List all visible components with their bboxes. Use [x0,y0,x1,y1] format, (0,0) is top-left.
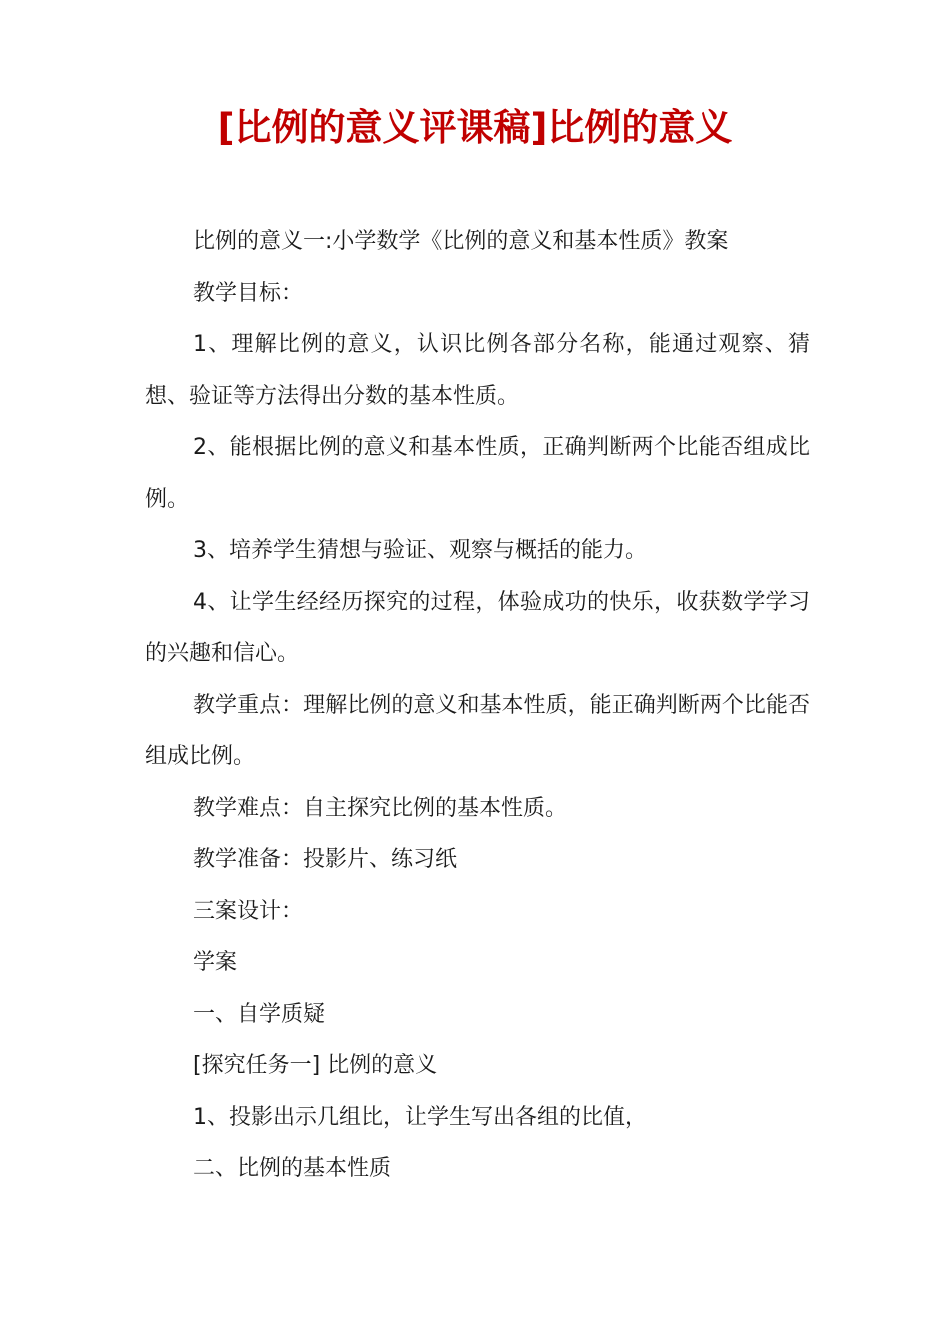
paragraph-task-1-step-1: 1、投影出示几组比，让学生写出各组的比值， [193,1104,647,1130]
paragraph-objective-2: 2、能根据比例的意义和基本性质，正确判断两个比能否组成比例。 [145,435,810,512]
paragraph-objective-3: 3、培养学生猜想与验证、观察与概括的能力。 [193,538,647,563]
paragraph-design-heading: 三案设计： [193,898,304,924]
document-body [145,216,810,1195]
paragraph-study-plan: 学案 [193,950,238,975]
paragraph-intro: 比例的意义一:小学数学《比例的意义和基本性质》教案 [193,229,729,254]
paragraph-task-1: [探究任务一] 比例的意义 [193,1053,438,1078]
paragraph-objective-1: 1、理解比例的意义，认识比例各部分名称，能通过观察、猜想、验证等方法得出分数的基本性质。 [145,332,810,409]
paragraph-difficulties: 教学难点：自主探究比例的基本性质。 [193,795,568,821]
paragraph-section-1: 一、自学质疑 [193,1001,326,1027]
paragraph-key-points: 教学重点：理解比例的意义和基本性质，能正确判断两个比能否组成比例。 [145,692,810,769]
paragraph-objective-4: 4、让学生经经历探究的过程，体验成功的快乐，收获数学学习的兴趣和信心。 [145,589,810,666]
paragraph-preparation: 教学准备：投影片、练习纸 [193,847,458,872]
paragraph-section-2: 二、比例的基本性质 [193,1156,392,1181]
document-title: [比例的意义评课稿]比例的意义 [217,106,733,149]
paragraph-objectives-heading: 教学目标： [193,280,304,306]
